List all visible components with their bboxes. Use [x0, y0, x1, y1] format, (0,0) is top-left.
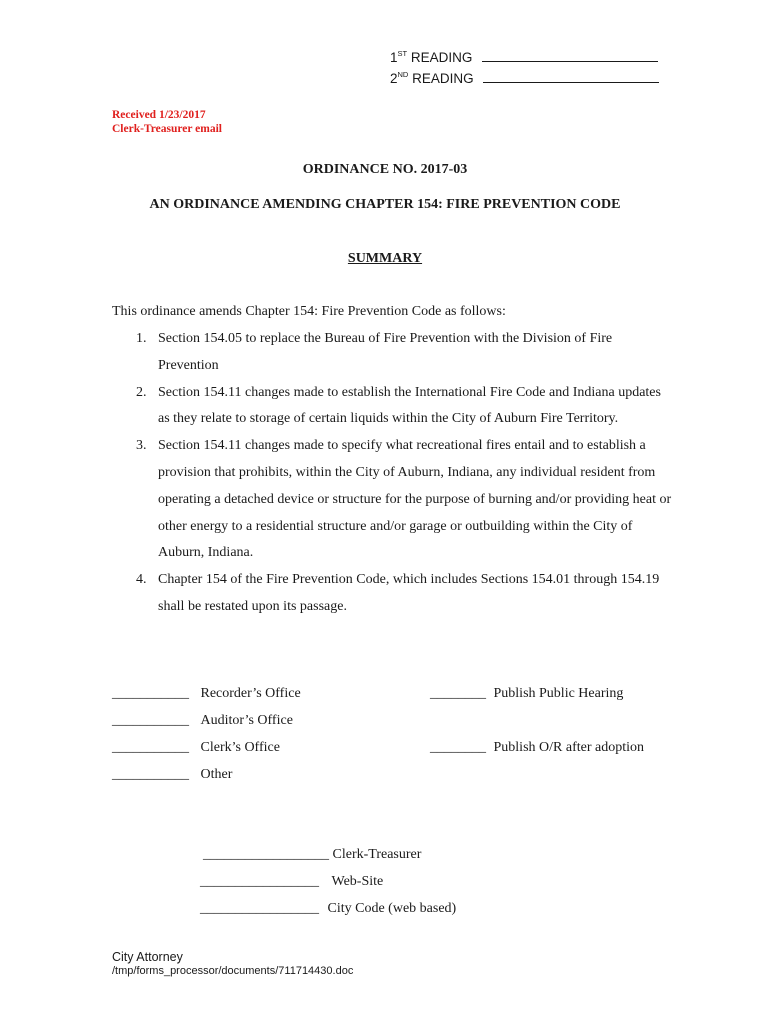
distribution-web-site: [200, 874, 383, 890]
distribution-label: Clerk’s Office: [200, 740, 280, 755]
distribution-label: City Code (web based): [327, 901, 457, 916]
first-reading-suffix: ST: [397, 49, 408, 58]
list-item-text: Section 154.11 changes made to specify what recreational fires entail and to establish a provision that prohibits, within the City of Auburn, Indiana, any individual resident from operating a detached device or structure for the purpose of burning and/or providing heat or other energy to a residential structure and/or garage or outbuilding within the City of Auburn, Indiana.: [158, 438, 672, 561]
distribution-blank: _________________: [200, 874, 319, 889]
distribution-label: Web-Site: [331, 874, 384, 889]
distribution-blank: ___________: [112, 767, 189, 782]
received-date: Received 1/23/2017: [112, 109, 206, 121]
distribution-recorders-office: [112, 686, 301, 702]
list-item-number: 2.: [136, 384, 147, 400]
distribution-blank: ___________: [112, 713, 189, 728]
second-reading-blank-line: [483, 71, 659, 83]
received-stamp: [112, 108, 222, 136]
second-reading-number: 2: [390, 71, 398, 86]
distribution-label: __ Clerk-Treasurer: [315, 847, 422, 862]
distribution-clerk-treasurer: [203, 847, 421, 863]
list-item: [112, 567, 672, 621]
second-reading: [390, 66, 659, 87]
document-footer: [112, 950, 353, 978]
distribution-blank: ________: [430, 686, 486, 701]
received-source: Clerk-Treasurer email: [112, 123, 222, 135]
distribution-blank: ___________: [112, 740, 189, 755]
distribution-blank: ___________: [112, 686, 189, 701]
distribution-auditors-office: [112, 713, 293, 729]
distribution-other: [112, 767, 232, 783]
distribution-publish-after-adoption: [430, 740, 644, 756]
distribution-label: Other: [200, 767, 233, 782]
list-item: [112, 433, 672, 567]
first-reading: [390, 45, 659, 66]
first-reading-number: 1: [390, 50, 398, 65]
list-item-number: 1.: [136, 331, 147, 346]
reading-lines: [390, 45, 659, 87]
first-reading-blank-line: [482, 50, 658, 62]
distribution-label: Publish O/R after adoption: [493, 740, 644, 755]
list-item-text: Section 154.11 changes made to establish the International Fire Code and Indiana updates as they relate to storage of certain liquids within the City of Auburn Fire Territory.: [158, 384, 661, 427]
summary-intro: This ordinance amends Chapter 154: Fire Prevention Code as follows:: [112, 304, 506, 319]
first-reading-label: READING: [410, 50, 473, 65]
ordinance-number: ORDINANCE NO. 2017-03: [302, 162, 468, 177]
distribution-label: Publish Public Hearing: [493, 686, 624, 701]
ordinance-title: AN ORDINANCE AMENDING CHAPTER 154: FIRE PREVENTION CODE: [149, 197, 621, 212]
footer-author: City Attorney: [112, 950, 183, 964]
list-item: [112, 326, 672, 380]
footer-file-path: /tmp/forms_processor/documents/711714430.doc: [112, 965, 354, 977]
distribution-clerks-office: [112, 740, 280, 756]
distribution-blank: ________________: [203, 847, 315, 862]
distribution-blank: _________________: [200, 901, 319, 916]
amendment-list: [112, 326, 672, 621]
distribution-label: Auditor’s Office: [200, 713, 293, 728]
list-item-text: Chapter 154 of the Fire Prevention Code, which includes Sections 154.01 through 154.19 shall be restated upon its passage.: [158, 572, 660, 614]
distribution-publish-public-hearing: [430, 686, 623, 702]
distribution-city-code: [200, 901, 456, 917]
list-item-text: Section 154.05 to replace the Bureau of Fire Prevention with the Division of Fire Prevention: [158, 331, 613, 373]
distribution-label: Recorder’s Office: [200, 686, 301, 701]
list-item-number: 4.: [136, 572, 147, 588]
second-reading-suffix: ND: [397, 70, 409, 79]
list-item-number: 3.: [136, 438, 147, 454]
second-reading-label: READING: [412, 71, 474, 86]
distribution-blank: ________: [430, 740, 486, 755]
list-item: [112, 380, 672, 434]
summary-heading: SUMMARY: [347, 251, 423, 266]
